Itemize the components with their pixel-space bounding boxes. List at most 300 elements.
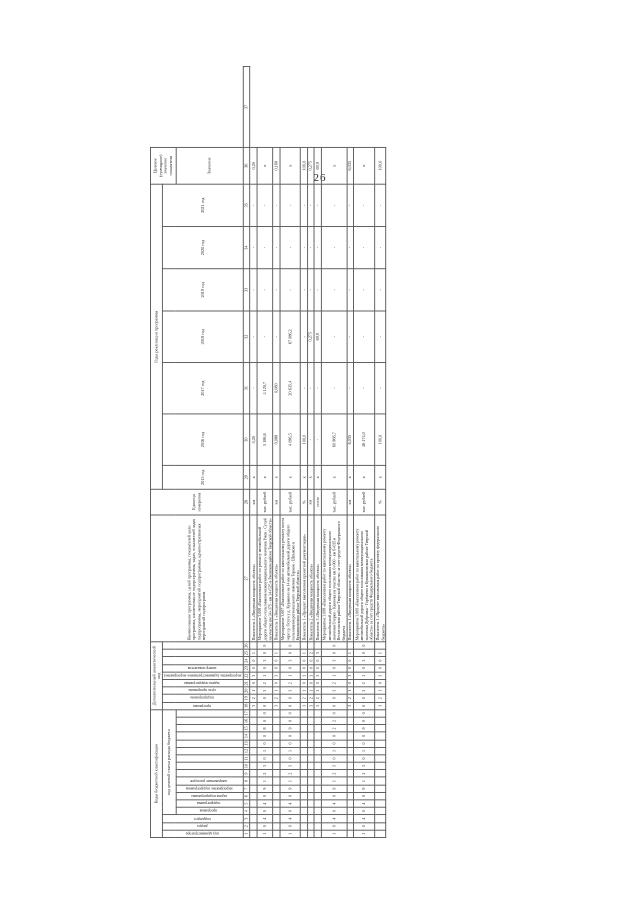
code-cell	[347, 777, 354, 785]
row-value-target: х	[321, 147, 347, 184]
code-cell	[375, 792, 386, 800]
column-number: 21	[244, 681, 249, 686]
code-cell: 2	[257, 770, 273, 778]
row-value-y2015: х	[308, 465, 315, 489]
code-cell: 1	[354, 777, 375, 785]
code-cell: 0	[314, 657, 321, 665]
row-value-y2016: 4 096,5	[280, 414, 301, 465]
row-value-y2019: -	[280, 269, 301, 311]
row-value-y2019: -	[301, 269, 308, 311]
row-value-y2015: х	[280, 465, 301, 489]
column-number: 15	[244, 726, 249, 731]
column-number: 17	[244, 711, 249, 716]
row-value-y2020: -	[280, 226, 301, 268]
code-cell	[347, 755, 354, 763]
row-value-y2019: -	[314, 269, 321, 311]
row-value-y2016: 0,088	[273, 414, 280, 465]
code-cell: 2	[273, 695, 280, 703]
code-cell: 3	[314, 702, 321, 710]
code-cell	[314, 815, 321, 823]
code-cell: 0	[280, 792, 301, 800]
code-cell: 3	[321, 687, 347, 695]
row-value-y2021: -	[301, 184, 308, 226]
column-number: 32	[243, 311, 250, 362]
row-value-y2019: -	[321, 269, 347, 311]
code-cell	[301, 740, 308, 748]
code-cell: 0	[354, 807, 375, 815]
code-cell: 3	[257, 657, 273, 665]
row-value-y2016: 100,0	[375, 414, 386, 465]
code-cell: 4	[354, 815, 375, 823]
code-cell	[273, 725, 280, 733]
header-target: Целевое (суммарное) значение показателя	[150, 147, 176, 184]
code-cell: 0	[354, 664, 375, 672]
code-cell: 0	[354, 755, 375, 763]
code-cell	[273, 800, 280, 808]
row-value-target: 6,035	[347, 147, 354, 184]
column-number: 24	[244, 658, 249, 663]
row-value-y2015: х	[257, 465, 273, 489]
code-cell	[347, 740, 354, 748]
code-cell	[301, 815, 308, 823]
row-value-y2017: -	[301, 362, 308, 413]
column-number: 27	[243, 515, 250, 642]
header-year: 2016 год	[162, 414, 243, 465]
row-value-y2018: 0,275	[308, 311, 315, 362]
code-cell: 0	[280, 664, 301, 672]
code-cell: 3	[273, 672, 280, 680]
code-cell	[250, 755, 257, 763]
code-cell: 0	[321, 695, 347, 703]
code-col-label: подраздел	[193, 816, 211, 822]
code-cell	[375, 740, 386, 748]
table-row	[280, 67, 301, 838]
code-cell: 3	[257, 762, 273, 770]
row-value-y2020: -	[321, 226, 347, 268]
row-value-y2016: 0,20	[250, 414, 257, 465]
code-cell: 0	[257, 710, 273, 718]
code-cell: 0	[280, 717, 301, 725]
code-cell: 3	[301, 702, 308, 710]
code-cell	[301, 747, 308, 755]
column-number: 1	[243, 830, 250, 838]
code-cell	[314, 710, 321, 718]
code-cell: 4	[280, 800, 301, 808]
table-row	[273, 67, 280, 838]
row-name: Мероприятие 3.007 «Выполнение работ по капитальному ремонту моста через р. Осуга у д. Куракино на 14 км автомобильной дороги общего пользования регионального значения Торжок - Шпыково в Кувшиновском районе Тверской области»	[280, 515, 301, 642]
code-cell: 3	[347, 702, 354, 710]
header-code-sub	[176, 732, 243, 740]
row-value-y2018: -	[273, 311, 280, 362]
code-cell: 0	[273, 679, 280, 687]
column-number: 26	[244, 643, 249, 648]
row-value-y2019: -	[354, 269, 375, 311]
code-cell	[347, 717, 354, 725]
code-cell: 0	[347, 664, 354, 672]
code-cell: 4	[280, 815, 301, 823]
code-cell: 0	[321, 792, 347, 800]
row-value-y2017: 0,080	[273, 362, 280, 413]
column-number: 34	[243, 226, 250, 268]
row-name: Показатель 1 «Процент выполнения работ по проекту федерального бюджета»	[375, 515, 386, 642]
code-cell: 0	[375, 657, 386, 665]
row-value-y2019: -	[347, 269, 354, 311]
code-cell: 3	[354, 687, 375, 695]
row-value-y2018: 69,9	[314, 311, 321, 362]
code-cell: 0	[280, 642, 301, 650]
landscape-sheet	[150, 66, 490, 838]
code-cell: 0	[257, 717, 273, 725]
code-cell: 0	[354, 792, 375, 800]
code-cell	[301, 807, 308, 815]
column-number: 36	[243, 147, 250, 184]
code-cell	[308, 747, 315, 755]
code-cell	[250, 770, 257, 778]
code-cell	[301, 830, 308, 838]
code-cell	[308, 800, 315, 808]
code-cell	[347, 747, 354, 755]
table-row	[257, 67, 273, 838]
row-value-y2016: 60 966,7	[321, 414, 347, 465]
code-cell: 4	[321, 815, 347, 823]
row-value-y2015: х	[273, 465, 280, 489]
table-body	[250, 67, 386, 838]
code-sub-label: задача подпрограммы	[191, 793, 227, 799]
code-cell	[301, 762, 308, 770]
row-value-y2021: -	[273, 184, 280, 226]
header-code-col	[162, 822, 243, 830]
code-cell: 0	[273, 664, 280, 672]
column-number: 2	[243, 822, 250, 830]
column-number: 37	[243, 67, 250, 148]
code-cell: 0	[257, 807, 273, 815]
header-years: Годы реализации программы	[150, 184, 162, 489]
code-cell: 0	[301, 657, 308, 665]
code-cell	[375, 785, 386, 793]
header-year: 2019 год	[162, 269, 243, 311]
row-value-y2020: -	[308, 226, 315, 268]
code-cell	[314, 770, 321, 778]
code-cell: 2	[250, 695, 257, 703]
code-cell: 3	[280, 687, 301, 695]
code-cell: 0	[280, 755, 301, 763]
row-value-y2015: х	[314, 465, 321, 489]
column-number: 25	[244, 651, 249, 656]
column-number: 8	[243, 777, 250, 785]
code-cell	[273, 807, 280, 815]
code-cell: 2	[308, 695, 315, 703]
code-cell	[308, 642, 315, 650]
header-year: 2018 год	[162, 311, 243, 362]
row-value-y2015: х	[321, 465, 347, 489]
code-cell: 3	[314, 672, 321, 680]
code-cell	[308, 762, 315, 770]
code-cell	[375, 747, 386, 755]
code-cell: 3	[280, 657, 301, 665]
column-number: 13	[244, 741, 249, 746]
code-cell	[273, 747, 280, 755]
code-cell	[347, 710, 354, 718]
column-number: 35	[243, 184, 250, 226]
row-value-y2016: -	[314, 414, 321, 465]
row-value-y2019: -	[375, 269, 386, 311]
code-cell: 2	[314, 695, 321, 703]
code-cell: 9	[280, 725, 301, 733]
row-value-y2018: 67 086,2	[280, 311, 301, 362]
code-cell	[273, 755, 280, 763]
code-cell	[250, 785, 257, 793]
code-cell	[308, 717, 315, 725]
code-cell: 2	[347, 695, 354, 703]
code-cell	[250, 777, 257, 785]
column-number: 10	[244, 763, 249, 769]
analytic-col-label: задача подпрограммы	[184, 680, 220, 686]
row-value-y2021: -	[321, 184, 347, 226]
row-value-y2019: -	[273, 269, 280, 311]
code-cell: 0	[321, 664, 347, 672]
code-cell: 2	[354, 679, 375, 687]
code-cell: 4	[321, 800, 347, 808]
column-number: 18	[244, 703, 249, 708]
code-cell: 0	[280, 649, 301, 657]
code-cell: 1	[321, 830, 347, 838]
row-value-y2018: -	[321, 311, 347, 362]
code-cell	[250, 740, 257, 748]
header-unit: Единица измерения	[150, 489, 243, 515]
code-cell	[273, 710, 280, 718]
code-cell: 2	[301, 695, 308, 703]
row-value-y2016: 100,0	[301, 414, 308, 465]
code-cell: 0	[354, 740, 375, 748]
page-number: 26	[313, 172, 327, 184]
code-cell	[308, 830, 315, 838]
row-value-y2017: -	[250, 362, 257, 413]
header-code-col	[162, 815, 243, 823]
code-cell	[308, 777, 315, 785]
code-cell: 1	[280, 747, 301, 755]
header-year: 2021 год	[162, 184, 243, 226]
row-name: Показатель 1 «Введенная мощность объекта»	[347, 515, 354, 642]
code-cell	[301, 755, 308, 763]
code-cell: 0	[347, 657, 354, 665]
row-value-y2018: -	[354, 311, 375, 362]
row-value-y2015: х	[375, 465, 386, 489]
code-cell: 9	[354, 785, 375, 793]
row-name: Показатель 3 «Введенная мощность объекта»	[314, 515, 321, 642]
row-unit: тыс. рублей	[280, 489, 301, 515]
row-value-y2017: -	[308, 362, 315, 413]
code-cell: 0	[354, 822, 375, 830]
code-cell	[301, 710, 308, 718]
code-cell: 1	[354, 830, 375, 838]
row-value-y2018: -	[250, 311, 257, 362]
code-cell	[347, 770, 354, 778]
header-analytic-col	[162, 695, 243, 703]
code-cell: 0	[257, 732, 273, 740]
code-cell	[375, 717, 386, 725]
code-cell	[375, 800, 386, 808]
analytic-col-label: номер показателя	[187, 665, 217, 671]
code-cell	[375, 755, 386, 763]
code-cell	[314, 792, 321, 800]
code-cell	[301, 642, 308, 650]
row-value-y2016: -	[308, 414, 315, 465]
code-cell: 3	[314, 649, 321, 657]
code-cell	[375, 732, 386, 740]
code-cell	[250, 762, 257, 770]
row-value-target: 100,0	[375, 147, 386, 184]
code-cell	[314, 807, 321, 815]
code-cell: 4	[257, 800, 273, 808]
row-value-y2020: -	[250, 226, 257, 268]
header-code-sub	[176, 807, 243, 815]
row-value-y2017: -	[375, 362, 386, 413]
header-numbers	[243, 67, 250, 838]
code-cell: 0	[257, 822, 273, 830]
header-code-sub	[176, 770, 243, 778]
code-cell	[375, 642, 386, 650]
column-number: 9	[243, 770, 250, 778]
code-cell	[347, 792, 354, 800]
analytic-col-label: подпрограмма	[190, 695, 214, 701]
column-number: 16	[244, 718, 249, 724]
code-cell: 0	[321, 807, 347, 815]
header-name: Наименование программы, целей программы, показателей цели программы, наименование подпрограммы, задач, показателей задач подпрограммы, мероприятий подпрограммы, административных мероприятий подпрограмм	[150, 515, 243, 642]
code-cell	[314, 777, 321, 785]
header-year: 2017 год	[162, 362, 243, 413]
header-code-sub	[176, 755, 243, 763]
column-number: 30	[243, 414, 250, 465]
code-cell	[301, 777, 308, 785]
code-cell	[301, 822, 308, 830]
code-cell	[314, 725, 321, 733]
row-value-y2021: -	[250, 184, 257, 226]
code-cell: 1	[280, 777, 301, 785]
column-number: 11	[244, 756, 249, 761]
code-cell: 1	[375, 687, 386, 695]
code-cell: 0	[321, 740, 347, 748]
code-col-label: код администратора	[185, 831, 219, 837]
row-unit: км	[308, 489, 315, 515]
code-cell	[314, 717, 321, 725]
table-row	[321, 67, 347, 838]
code-cell: 0	[354, 710, 375, 718]
code-cell	[250, 792, 257, 800]
header-analytic-col	[162, 687, 243, 695]
row-value-y2020: -	[273, 226, 280, 268]
code-cell: 3	[321, 762, 347, 770]
code-cell: 4	[354, 800, 375, 808]
code-cell: 0	[354, 732, 375, 740]
header-code-sub	[176, 800, 243, 808]
row-value-target: х	[257, 147, 273, 184]
code-cell	[347, 807, 354, 815]
code-cell	[250, 642, 257, 650]
code-cell: 1	[321, 672, 347, 680]
row-value-target: 69,9	[314, 147, 321, 184]
code-cell	[308, 755, 315, 763]
column-number: 29	[243, 465, 250, 489]
code-cell	[308, 807, 315, 815]
code-cell	[308, 792, 315, 800]
code-cell: 0	[273, 657, 280, 665]
code-sub-label: подпрограмма	[197, 801, 221, 806]
row-value-y2020: -	[257, 226, 273, 268]
code-cell: 0	[321, 642, 347, 650]
code-cell: 2	[321, 725, 347, 733]
code-cell	[301, 717, 308, 725]
header-code-sub	[176, 762, 243, 770]
code-cell: 0	[257, 755, 273, 763]
header-analytic-col	[162, 679, 243, 687]
code-cell: 1	[257, 777, 273, 785]
code-cell: 0	[250, 679, 257, 687]
code-cell	[314, 755, 321, 763]
code-cell	[347, 762, 354, 770]
code-cell	[308, 710, 315, 718]
code-cell: 3	[257, 687, 273, 695]
code-cell: 0	[347, 679, 354, 687]
header-codes: Коды бюджетной классификации	[150, 710, 162, 838]
code-cell: 0	[321, 755, 347, 763]
code-cell	[308, 822, 315, 830]
code-cell: 1	[321, 777, 347, 785]
row-value-y2021: -	[354, 184, 375, 226]
row-value-y2018: -	[375, 311, 386, 362]
code-cell: 2	[321, 770, 347, 778]
code-cell	[273, 792, 280, 800]
code-cell	[250, 815, 257, 823]
code-cell	[250, 717, 257, 725]
code-cell	[314, 740, 321, 748]
row-name: Показатель 1 «Процент выполнения проектной документации»	[301, 515, 308, 642]
code-cell	[301, 792, 308, 800]
code-cell: 1	[257, 672, 273, 680]
code-cell: 3	[375, 672, 386, 680]
row-value-y2017: -	[354, 362, 375, 413]
code-cell: 0	[280, 732, 301, 740]
code-cell: 0	[314, 664, 321, 672]
row-value-target: 100,0	[301, 147, 308, 184]
code-cell	[347, 822, 354, 830]
code-cell: 0	[354, 649, 375, 657]
table-row	[347, 67, 354, 838]
code-cell	[375, 830, 386, 838]
table-row	[301, 67, 308, 838]
row-value-y2017: -	[347, 362, 354, 413]
header-target-value: Значение	[176, 147, 243, 184]
analytic-col-label: мероприятие (административное мероприятие)	[163, 673, 241, 679]
table-header	[150, 67, 250, 838]
column-number: 31	[243, 362, 250, 413]
column-number: 19	[244, 696, 249, 701]
code-cell	[314, 642, 321, 650]
code-cell: 9	[354, 725, 375, 733]
row-value-y2015: х	[250, 465, 257, 489]
header-code-sub	[176, 785, 243, 793]
code-cell	[301, 800, 308, 808]
row-value-y2015: х	[301, 465, 308, 489]
row-value-y2016: 46 474,0	[354, 414, 375, 465]
code-cell: 1	[250, 687, 257, 695]
code-cell	[273, 740, 280, 748]
row-value-y2017: 20 635,4	[280, 362, 301, 413]
code-cell	[347, 815, 354, 823]
column-number: 20	[244, 688, 249, 693]
row-value-y2018: -	[347, 311, 354, 362]
header-code-sub	[176, 777, 243, 785]
code-cell	[314, 800, 321, 808]
